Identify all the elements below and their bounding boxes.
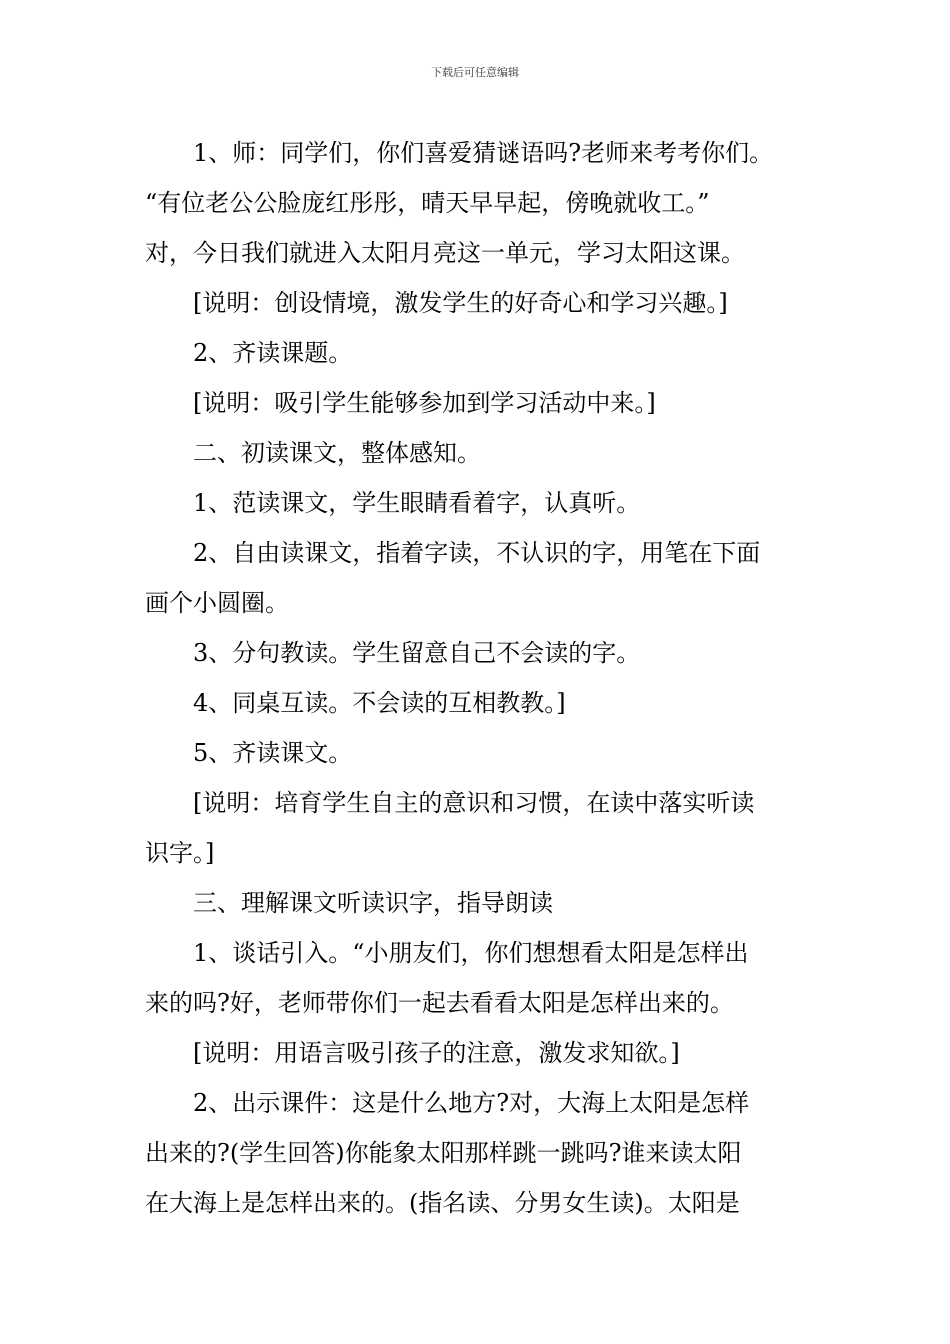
text-line: 1、谈话引入。“小朋友们，你们想想看太阳是怎样出 [193, 939, 749, 967]
text-line: [说明：用语言吸引孩子的注意，激发求知欲。] [193, 1039, 680, 1067]
text-line: 对，今日我们就进入太阳月亮这一单元，学习太阳这课。 [145, 239, 745, 267]
text-line: “有位老公公脸庞红彤彤，晴天早早起，傍晚就收工。” [145, 189, 710, 217]
text-line: 1、范读课文，学生眼睛看着字，认真听。 [193, 489, 641, 517]
text-line: 5、齐读课文。 [193, 739, 353, 767]
text-line: 出来的?(学生回答)你能象太阳那样跳一跳吗?谁来读太阳 [145, 1139, 742, 1167]
text-line: 3、分句教读。学生留意自己不会读的字。 [193, 639, 641, 667]
text-line: 4、同桌互读。不会读的互相教教。] [193, 689, 566, 717]
page-header-note: 下载后可任意编辑 [431, 66, 519, 79]
text-line: 在大海上是怎样出来的。(指名读、分男女生读)。太阳是 [145, 1189, 740, 1217]
text-line: 识字。] [145, 839, 215, 867]
text-line: [说明：创设情境，激发学生的好奇心和学习兴趣。] [193, 289, 728, 317]
section-heading: 三、理解课文听读识字，指导朗读 [193, 889, 553, 917]
section-heading: 二、初读课文，整体感知。 [193, 439, 481, 467]
text-line: 2、出示课件：这是什么地方?对，大海上太阳是怎样 [193, 1089, 750, 1117]
text-line: 2、齐读课题。 [193, 339, 353, 367]
text-line: [说明：吸引学生能够参加到学习活动中来。] [193, 389, 656, 417]
document-body [145, 128, 815, 1228]
text-line: [说明：培育学生自主的意识和习惯，在读中落实听读 [193, 789, 755, 817]
text-line: 画个小圆圈。 [145, 589, 289, 617]
text-line: 1、师：同学们，你们喜爱猜谜语吗?老师来考考你们。 [193, 139, 774, 167]
text-line: 2、自由读课文，指着字读，不认识的字，用笔在下面 [193, 539, 761, 567]
text-line: 来的吗?好，老师带你们一起去看看太阳是怎样出来的。 [145, 989, 734, 1017]
